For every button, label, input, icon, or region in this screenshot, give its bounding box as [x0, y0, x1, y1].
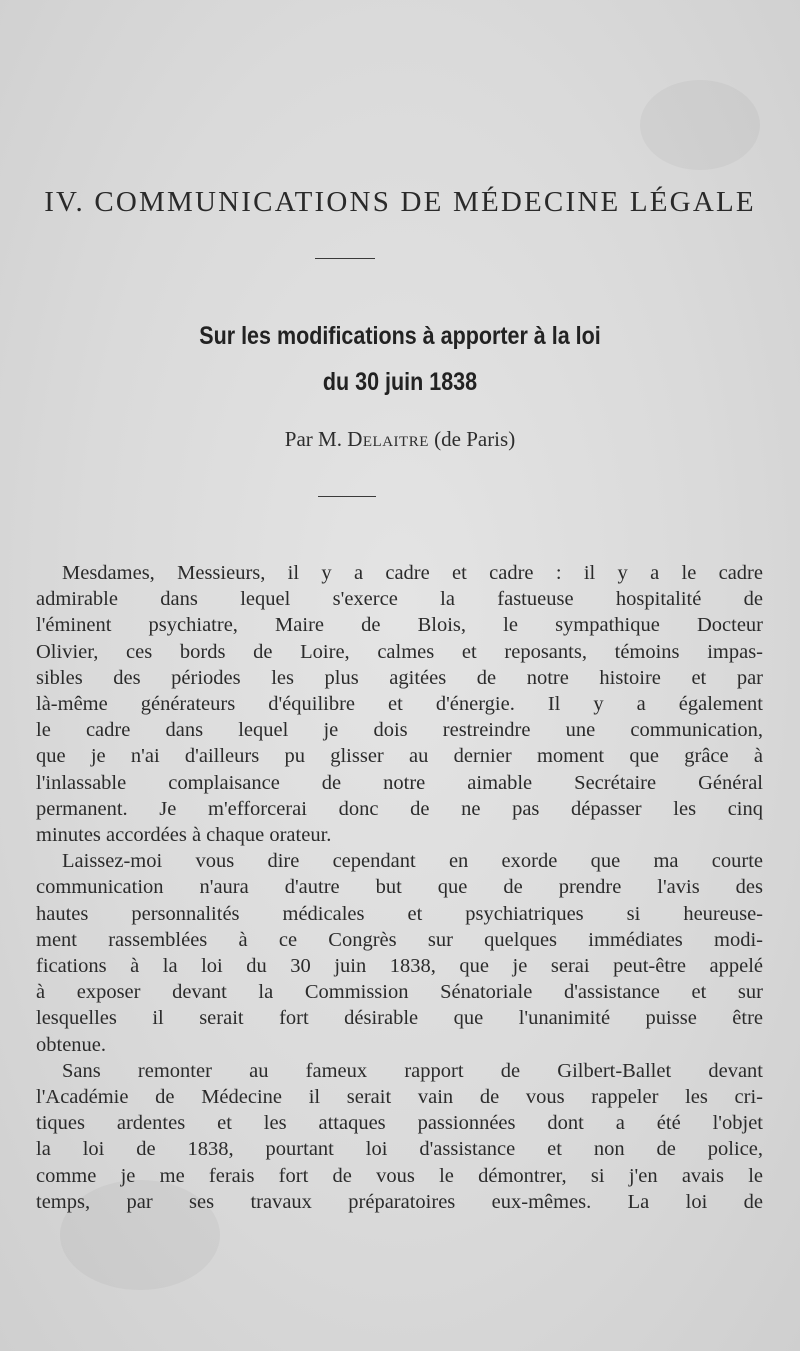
- text-line: Sans remonter au fameux rapport de Gilbert-Ballet devant: [62, 1059, 763, 1082]
- byline-suffix: (de Paris): [434, 427, 516, 451]
- text-line: comme je me ferais fort de vous le démontrer, si j'en avais le: [36, 1164, 763, 1187]
- article-body: [36, 560, 763, 1215]
- paper-stain: [640, 80, 760, 170]
- byline-separator-rule: [318, 496, 376, 497]
- text-line: l'éminent psychiatre, Maire de Blois, le sympathique Docteur: [36, 614, 763, 637]
- paragraph: [36, 1058, 763, 1215]
- text-line: lesquelles il serait fort désirable que l'unanimité puisse être: [36, 1007, 763, 1030]
- paragraph: [36, 560, 763, 848]
- text-line: le cadre dans lequel je dois restreindre une communication,: [36, 719, 763, 742]
- text-line: Mesdames, Messieurs, il y a cadre et cadre : il y a le cadre: [62, 562, 763, 584]
- article-byline: [0, 427, 800, 452]
- text-line: minutes accordées à chaque orateur.: [36, 824, 332, 847]
- text-line: permanent. Je m'efforcerai donc de ne pas dépasser les cinq: [36, 797, 763, 820]
- text-line: communication n'aura d'autre but que de prendre l'avis des: [36, 876, 763, 899]
- article-title-line-2: du 30 juin 1838: [322, 368, 478, 396]
- paragraph: [36, 848, 763, 1058]
- byline-prefix: Par M.: [284, 427, 342, 451]
- text-line: temps, par ses travaux préparatoires eux-mêmes. La loi de: [36, 1190, 763, 1213]
- text-line: là-même générateurs d'équilibre et d'énergie. Il y a également: [36, 693, 763, 716]
- text-line: la loi de 1838, pourtant loi d'assistance et non de police,: [36, 1138, 763, 1161]
- text-line: que je n'ai d'ailleurs pu glisser au dernier moment que grâce à: [36, 745, 763, 768]
- text-line: obtenue.: [36, 1033, 107, 1056]
- article-title-line-1: Sur les modifications à apporter à la loi: [199, 322, 601, 350]
- text-line: à exposer devant la Commission Sénatoriale d'assistance et sur: [36, 981, 763, 1004]
- text-line: Olivier, ces bords de Loire, calmes et reposants, témoins impas-: [36, 640, 763, 663]
- section-heading: IV. COMMUNICATIONS DE MÉDECINE LÉGALE: [44, 186, 756, 218]
- heading-separator-rule: [315, 258, 375, 259]
- text-line: fications à la loi du 30 juin 1838, que je serai peut-être appelé: [36, 955, 763, 978]
- text-line: l'Académie de Médecine il serait vain de vous rappeler les cri-: [36, 1086, 763, 1109]
- text-line: Laissez-moi vous dire cependant en exorde que ma courte: [62, 850, 763, 873]
- byline-author: Delaitre: [347, 427, 429, 451]
- text-line: admirable dans lequel s'exerce la fastueuse hospitalité de: [36, 588, 763, 611]
- text-line: tiques ardentes et les attaques passionnées dont a été l'objet: [36, 1112, 763, 1135]
- text-line: sibles des périodes les plus agitées de notre histoire et par: [36, 666, 763, 689]
- text-line: l'inlassable complaisance de notre aimable Secrétaire Général: [36, 771, 763, 794]
- text-line: hautes personnalités médicales et psychiatriques si heureuse-: [36, 902, 763, 925]
- text-line: ment rassemblées à ce Congrès sur quelques immédiates modi-: [36, 928, 763, 951]
